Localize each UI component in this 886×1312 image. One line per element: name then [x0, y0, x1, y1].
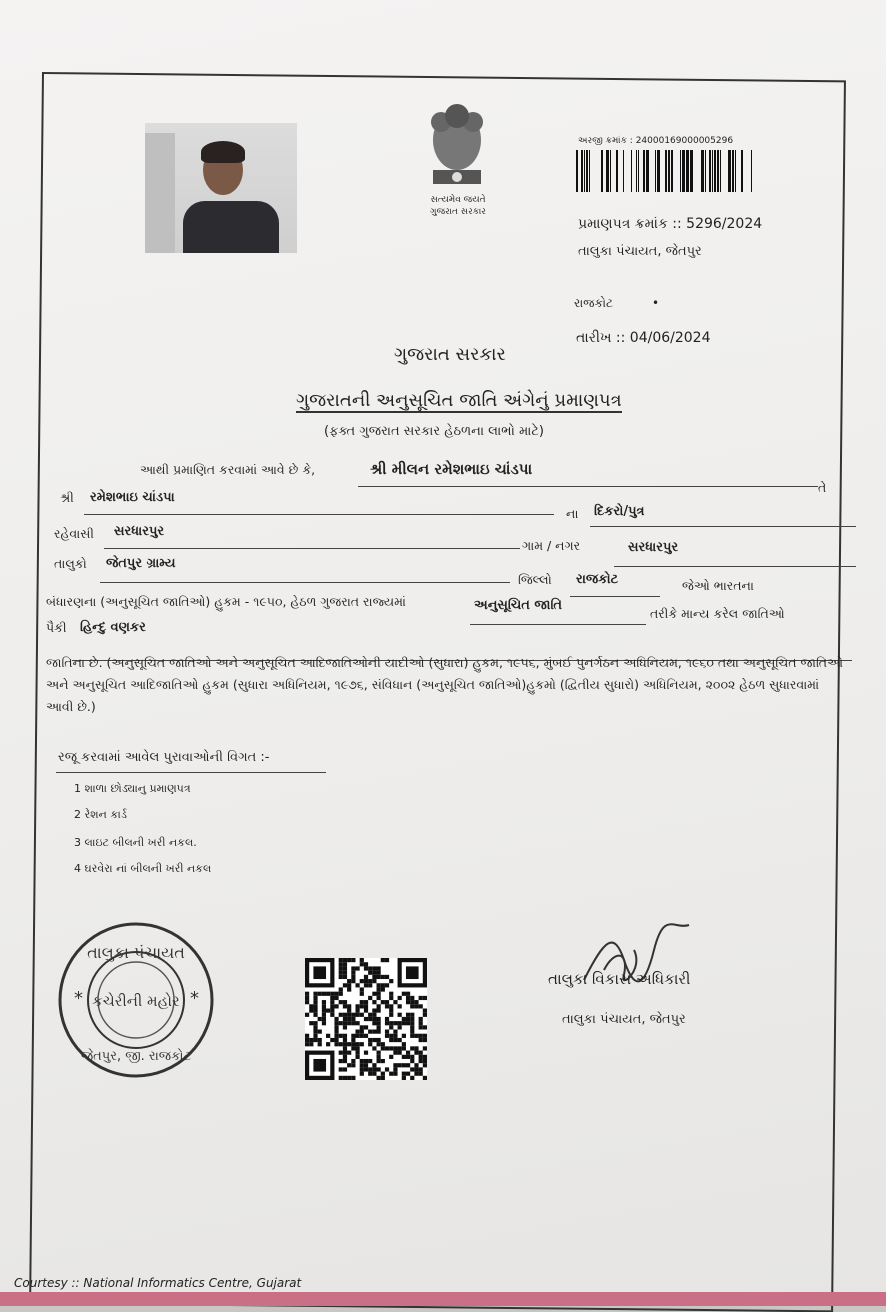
constitution-text: બંધારણના (અનુસૂચિત જાતિઓ) હુકમ - ૧૯૫૦, હેઠળ ગુજરાત રાજ્યમાં — [46, 594, 406, 609]
father-name-underline — [84, 514, 554, 515]
evidence-item: 3 લાઇટ બીલની ખરી નકલ. — [74, 836, 197, 849]
emblem-caption-line2: ગુજરાત સરકાર — [430, 207, 486, 217]
application-number: અરજી ક્રમાંક : 24000169000005296 — [578, 136, 734, 146]
qr-code[interactable] — [305, 958, 427, 1080]
certificate-title: ગુજરાતની અનુસૂચિત જાતિ અંગેનું પ્રમાણપત્ર — [296, 390, 622, 411]
recognized-text: તરીકે માન્ય કરેલ જાતિઓ — [650, 606, 785, 621]
seal-bottom-text: જેતપુર, જી. રાજકોટ — [80, 1049, 192, 1064]
bullet-dot: • — [652, 296, 660, 310]
svg-text:*: * — [190, 988, 199, 1009]
resident: સરધારપુર — [114, 524, 165, 539]
applicant-photo — [145, 123, 297, 253]
signature-office: તાલુકા પંચાયત, જેતપુર — [562, 1012, 686, 1027]
resident-underline — [104, 548, 520, 549]
taluka: જેતપુર ગ્રામ્ય — [106, 556, 176, 571]
evidence-heading-underline — [56, 772, 326, 773]
father-name: રમેશભાઇ ચાંડપા — [90, 490, 175, 505]
applicant-name: શ્રી મીલન રમેશભાઇ ચાંડપા — [370, 460, 533, 478]
certificate-subtitle: (ફક્ત ગુજરાત સરકાર હેઠળના લાભો માટે) — [324, 424, 544, 439]
background-strip — [0, 1292, 886, 1306]
district-underline — [570, 596, 660, 597]
evidence-item: 4 ઘરવેરા નાં બીલની ખરી નકલ — [74, 862, 212, 875]
evidence-item: 1 શાળા છોડ્યાનુ પ્રમાણપત્ર — [74, 782, 191, 795]
national-emblem-icon — [415, 100, 499, 192]
jeo-bharatna: જેઓ ભારતના — [682, 578, 754, 593]
district: રાજકોટ — [576, 572, 619, 587]
shri-label: શ્રી — [60, 490, 74, 505]
taluka-underline — [100, 582, 510, 583]
paiki-label: પૈકી — [46, 620, 67, 635]
emblem-caption — [412, 194, 504, 218]
village-label: ગામ / નગર — [522, 538, 581, 553]
seal-middle-text: કચેરીની મહોર — [92, 992, 180, 1010]
district-label: જિલ્લો — [518, 572, 552, 587]
government-title: ગુજરાત સરકાર — [394, 344, 506, 365]
relation: દિકરો/પુત્ર — [594, 504, 645, 519]
header-district: રાજકોટ — [574, 296, 613, 310]
header-date: તારીખ :: 04/06/2024 — [576, 330, 711, 346]
category: અનુસૂચિત જાતિ — [474, 598, 563, 613]
resident-label: રહેવાસી — [54, 526, 94, 541]
office-seal-icon — [56, 920, 216, 1080]
svg-text:*: * — [74, 988, 83, 1009]
evidence-item: 2 રેશન કાર્ડ — [74, 808, 127, 821]
evidence-heading: રજૂ કરવામાં આવેલ પુરાવાઓની વિગત :- — [58, 750, 270, 765]
legal-paragraph: જાતિના છે. (અનુસૂચિત જાતિઓ અને અનુસૂચિત આદિજાતિઓની યાદીઓ (સુધારા) હુકમ, ૧૯૫૬, મુંબઈ પુનર્ગઠન અધિનિયમ, ૧૯૬૦ તથા અનુસૂચિત જાતિઓ અને અનુસૂચિત આદિજાતિઓ હુકમ (સુધારા અધિનિયમ, ૧૯૭૬, સંવિધાન (અનુસૂચિત જાતિઓ)હુકમો (દ્વિતીય સુધારો) અધિનિયમ, ૨૦૦૨ હેઠળ સુધારવામાં આવી છે.) — [46, 655, 843, 714]
village-underline — [614, 566, 856, 567]
taluka-label: તાલુકો — [54, 556, 87, 571]
village: સરધારપુર — [628, 540, 679, 555]
courtesy-footer: Courtesy :: National Informatics Centre, Gujarat — [14, 1276, 302, 1290]
header-office: તાલુકા પંચાયત, જેતપુર — [578, 244, 702, 259]
emblem-caption-line1: સત્યમેવ જયતે — [430, 195, 486, 205]
certify-text: આથી પ્રમાણિત કરવામાં આવે છે કે, — [140, 462, 316, 477]
applicant-name-underline — [358, 486, 818, 487]
na-label: ના — [566, 506, 579, 521]
signature-designation: તાલુકા વિકાસ અધિકારી — [548, 970, 691, 988]
signature-scribble-icon — [574, 920, 694, 1000]
caste: હિન્દુ વણકર — [80, 620, 146, 635]
certificate-number: પ્રમાણપત્ર ક્રમાંક :: 5296/2024 — [578, 216, 763, 232]
category-underline — [470, 624, 646, 625]
relation-underline — [590, 526, 856, 527]
te-label: તે — [818, 480, 827, 495]
barcode — [576, 150, 760, 192]
seal-top-text: તાલુકા પંચાયત — [87, 943, 185, 962]
